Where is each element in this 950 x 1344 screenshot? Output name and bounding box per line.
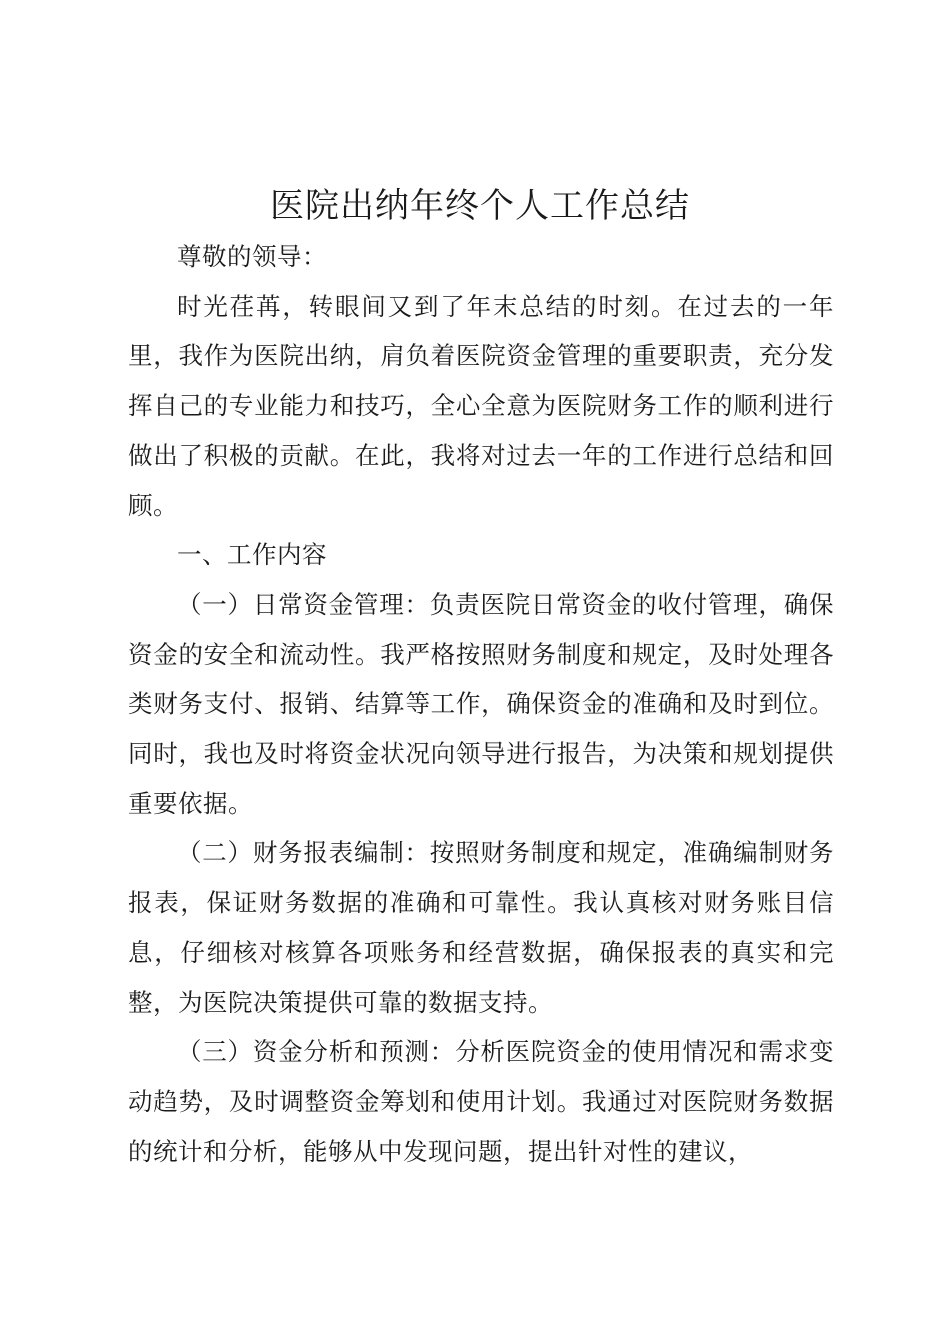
paragraph-intro: 时光荏苒，转眼间又到了年末总结的时刻。在过去的一年里，我作为医院出纳，肩负着医院资金管理的重要职责，充分发挥自己的专业能力和技巧，全心全意为医院财务工作的顺利进行做出了积极的贡献。在此，我将对过去一年的工作进行总结和回顾。 [128, 291, 834, 520]
salutation: 尊敬的领导： [177, 242, 327, 271]
document-body [128, 232, 834, 1176]
paragraph-item-2: （二）财务报表编制：按照财务制度和规定，准确编制财务报表，保证财务数据的准确和可靠性。我认真核对财务账目信息，仔细核对核算各项账务和经营数据，确保报表的真实和完整，为医院决策提供可靠的数据支持。 [128, 838, 834, 1017]
document-title: 医院出纳年终个人工作总结 [270, 186, 690, 226]
section-heading: 一、工作内容 [177, 540, 327, 570]
paragraph-item-1: （一）日常资金管理：负责医院日常资金的收付管理，确保资金的安全和流动性。我严格按照财务制度和规定，及时处理各类财务支付、报销、结算等工作，确保资金的准确和及时到位。同时，我也及时将资金状况向领导进行报告，为决策和规划提供重要依据。 [128, 589, 834, 818]
paragraph-item-3: （三）资金分析和预测：分析医院资金的使用情况和需求变动趋势，及时调整资金筹划和使用计划。我通过对医院财务数据的统计和分析，能够从中发现问题，提出针对性的建议， [128, 1037, 834, 1166]
